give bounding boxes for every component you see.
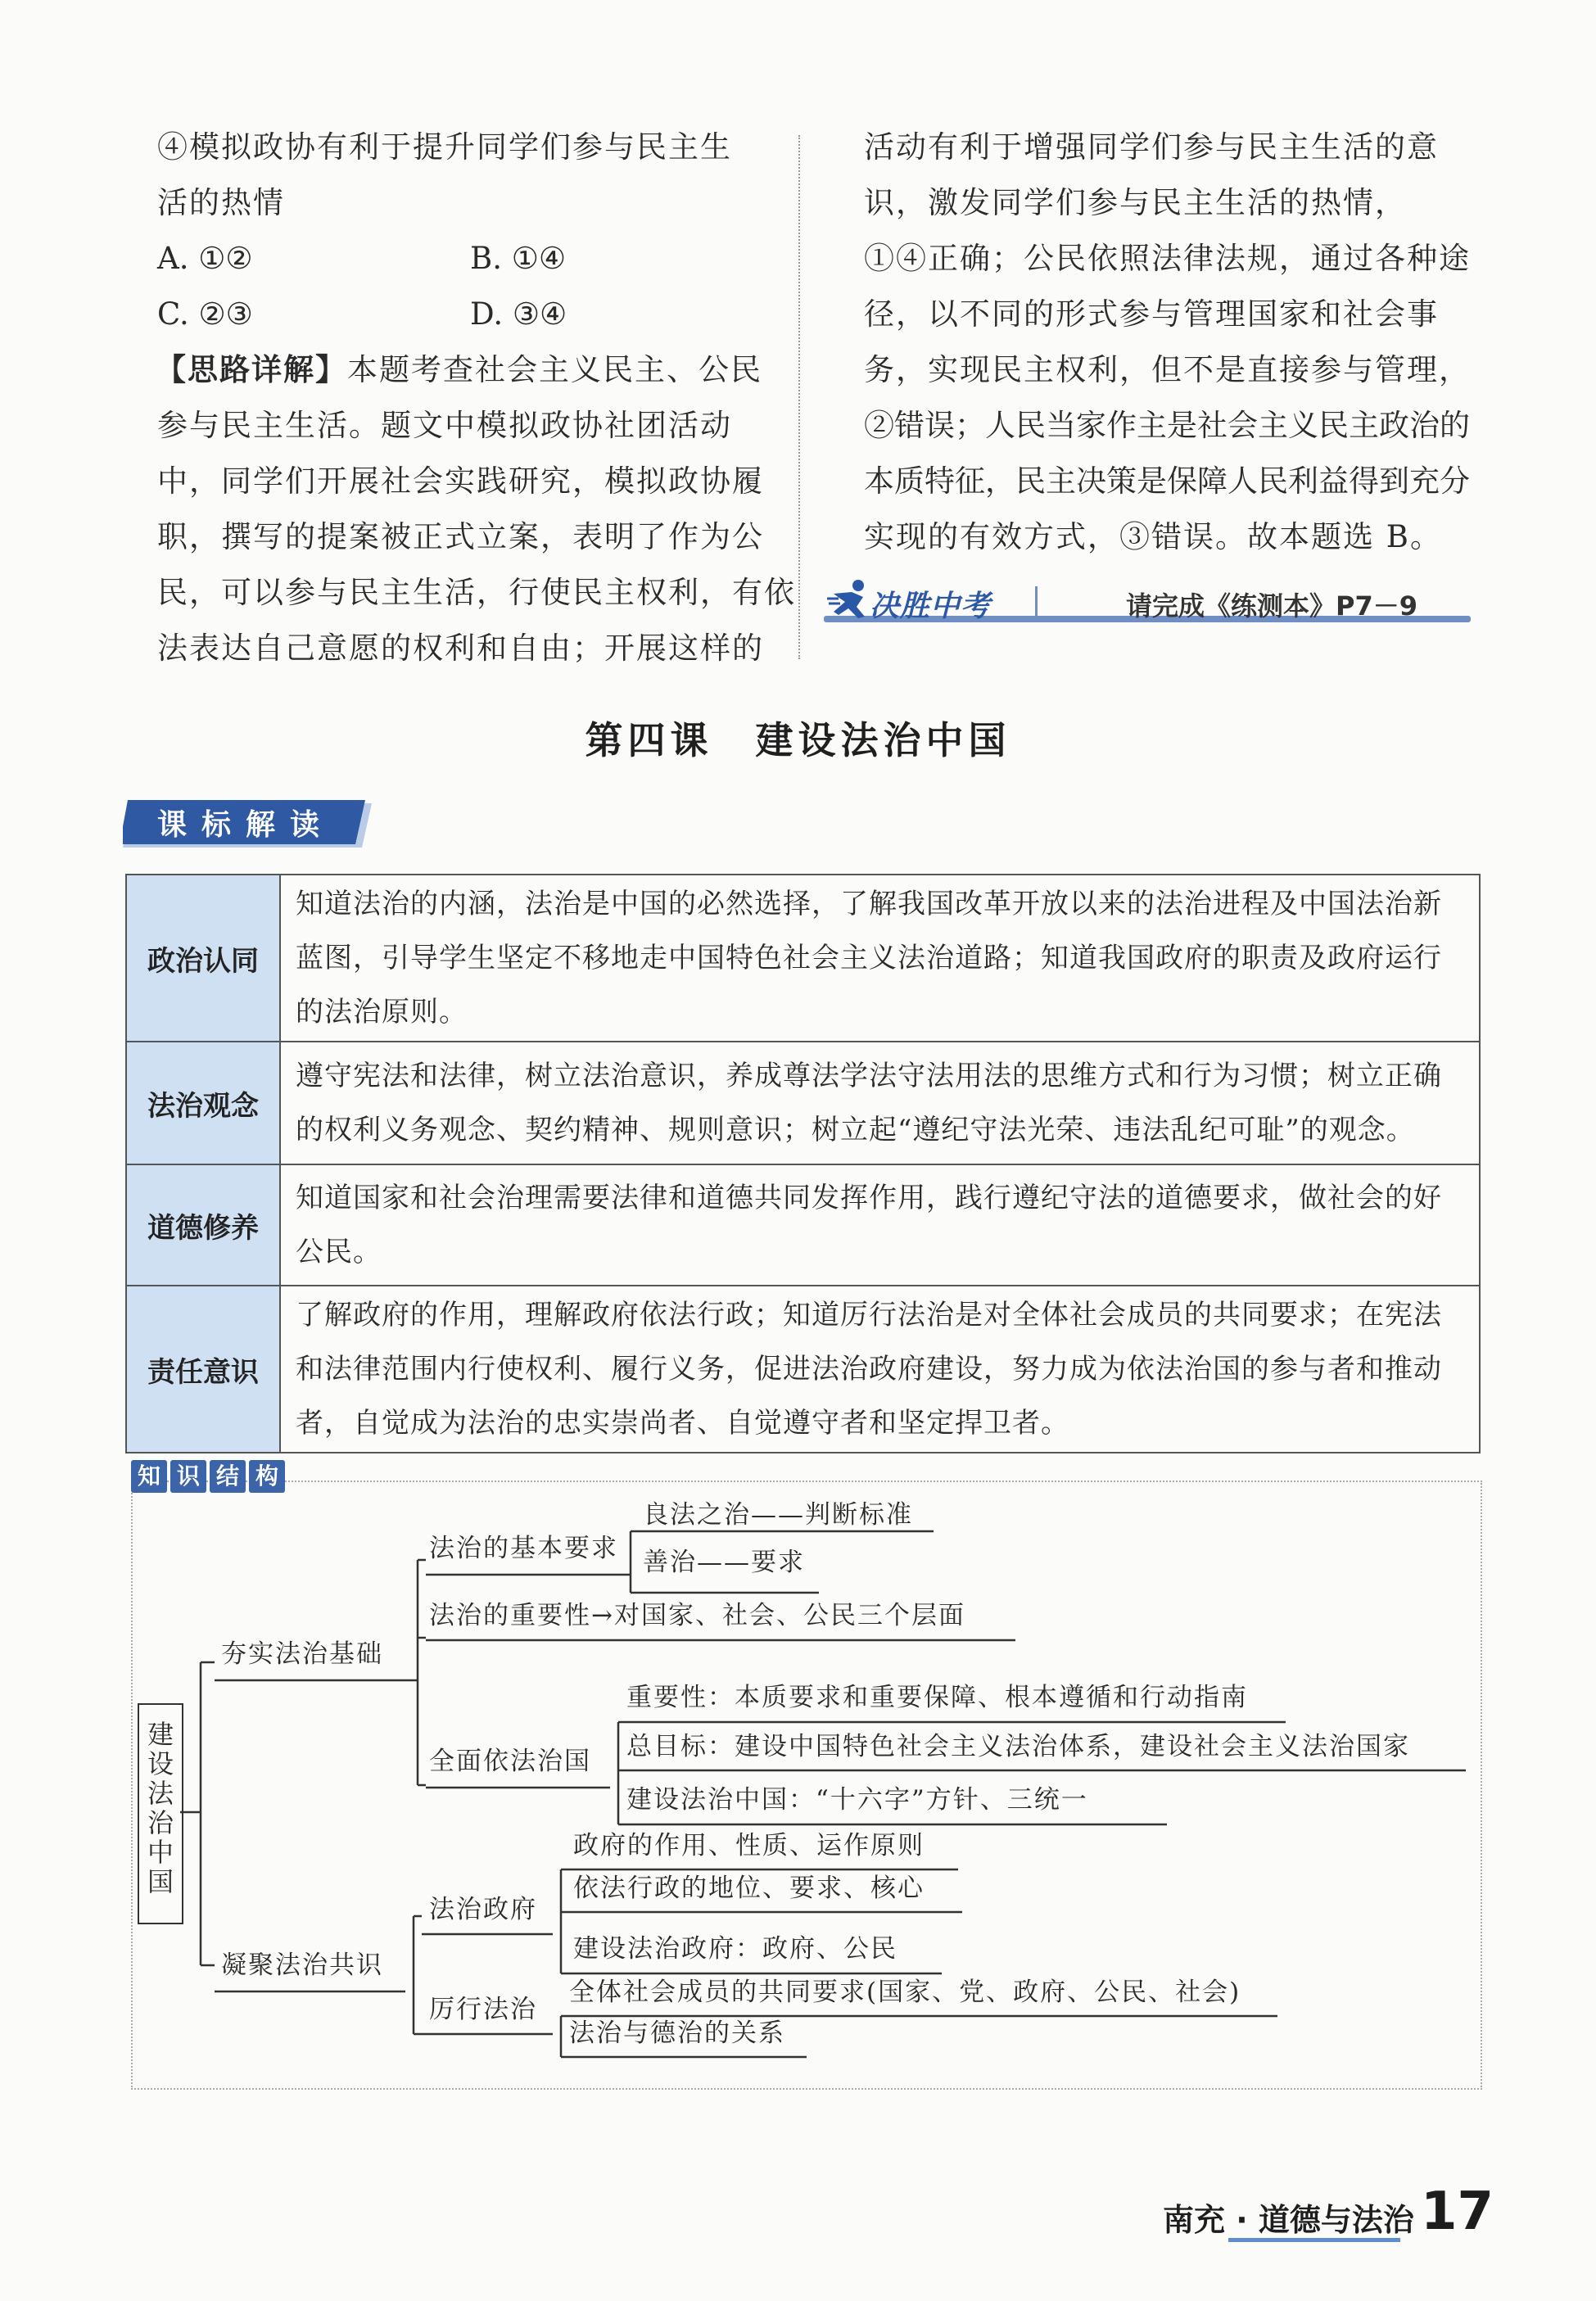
node-law-and-virtue: 法治与德治的关系 [569, 2018, 785, 2048]
footer-subject: 南充 · 道德与法治 [1163, 2202, 1414, 2238]
node-strict-rule: 厉行法治 [429, 1995, 537, 2024]
node-common-requirement: 全体社会成员的共同要求(国家、党、政府、公民、社会) [569, 1978, 1241, 2007]
node-importance: 法治的重要性→对国家、社会、公民三个层面 [429, 1601, 965, 1630]
analysis-label: 【思路详解】 [156, 352, 347, 387]
analysis-line: 径，以不同的形式参与管理国家和社会事 [864, 296, 1439, 332]
analysis-line: ①④正确；公民依照法律法规，通过各种途 [864, 241, 1471, 276]
analysis-line: ②错误；人民当家作主是社会主义民主政治的 [864, 408, 1470, 443]
description-cell: 知道国家和社会治理需要法律和道德共同发挥作用，践行遵纪守法的道德要求，做社会的好公民。 [280, 1164, 1480, 1286]
question-line: ④模拟政协有利于提升同学们参与民主生 [157, 129, 732, 165]
category-cell: 道德修养 [126, 1164, 280, 1286]
analysis-line: 职，撰写的提案被正式立案，表明了作为公 [157, 519, 764, 554]
analysis-text: 本题考查社会主义民主、公民 [347, 352, 762, 387]
analysis-line: 民，可以参与民主生活，行使民主权利，有依 [157, 575, 796, 610]
analysis-line: 中，同学们开展社会实践研究，模拟政协履 [157, 463, 764, 499]
node-administration: 依法行政的地位、要求、核心 [573, 1874, 925, 1903]
node-rule-of-law-government: 法治政府 [429, 1895, 537, 1924]
analysis-line: 参与民主生活。题文中模拟政协社团活动 [157, 408, 732, 443]
category-cell: 政治认同 [126, 875, 280, 1042]
category-cell: 责任意识 [126, 1286, 280, 1453]
analysis-line: 本质特征，民主决策是保障人民利益得到充分 [864, 463, 1470, 499]
banner-logo-text: 决胜中考 [870, 590, 992, 623]
tag-char: 构 [249, 1460, 285, 1493]
tag-char: 知 [131, 1460, 167, 1493]
footer-underline [1228, 2238, 1400, 2242]
tag-char: 识 [170, 1460, 206, 1493]
page-number: 17 [1421, 2181, 1494, 2242]
analysis-line: 识，激发同学们参与民主生活的热情， [864, 185, 1407, 220]
analysis-line: 务，实现民主权利，但不是直接参与管理， [864, 352, 1471, 387]
branch-foundation: 夯实法治基础 [221, 1639, 383, 1669]
node-good-law: 良法之治——判断标准 [643, 1500, 913, 1530]
description-cell: 了解政府的作用，理解政府依法行政；知道厉行法治是对全体社会成员的共同要求；在宪法和法律范围内行使权利、履行义务，促进法治政府建设，努力成为依法治国的参与者和推动者，自觉成为法治的忠实崇尚者、自觉遵守者和坚定捍卫者。 [280, 1286, 1480, 1453]
node-significance: 重要性：本质要求和重要保障、根本遵循和行动指南 [626, 1683, 1248, 1712]
banner-prompt: 请完成《练测本》P7－9 [1126, 590, 1417, 622]
analysis-line: 实现的有效方式，③错误。故本题选 B。 [864, 519, 1442, 554]
node-overall-goal: 总目标：建设中国特色社会主义法治体系，建设社会主义法治国家 [626, 1732, 1410, 1761]
option-a: A. ①② [157, 241, 253, 276]
question-line: 活的热情 [157, 185, 285, 220]
node-basic-requirements: 法治的基本要求 [429, 1534, 618, 1563]
root-label: 建设法治中国 [147, 1719, 174, 1897]
node-comprehensive-rule: 全面依法治国 [429, 1747, 591, 1776]
section-tag-label: 课标解读 [156, 808, 334, 842]
category-cell: 法治观念 [126, 1042, 280, 1164]
option-d: D. ③④ [470, 296, 567, 332]
node-build-rule-of-law: 建设法治中国：“十六字”方针、三统一 [626, 1785, 1088, 1815]
node-build-government: 建设法治政府：政府、公民 [573, 1934, 897, 1964]
branch-consensus: 凝聚法治共识 [221, 1951, 383, 1980]
tag-char: 结 [210, 1460, 246, 1493]
node-good-governance: 善治——要求 [643, 1548, 805, 1577]
lesson-title: 第四课 建设法治中国 [585, 718, 1011, 762]
description-cell: 知道法治的内涵，法治是中国的必然选择，了解我国改革开放以来的法治进程及中国法治新蓝图，引导学生坚定不移地走中国特色社会主义法治道路；知道我国政府的职责及政府运行的法治原则。 [280, 875, 1480, 1042]
analysis-line: 活动有利于增强同学们参与民主生活的意 [864, 129, 1439, 165]
mind-map-root [138, 1703, 183, 1924]
analysis-line: 法表达自己意愿的权利和自由；开展这样的 [157, 631, 764, 666]
description-cell: 遵守宪法和法律，树立法治意识，养成尊法学法守法用法的思维方式和行为习惯；树立正确的权利义务观念、契约精神、规则意识；树立起“遵纪守法光荣、违法乱纪可耻”的观念。 [280, 1042, 1480, 1164]
option-c: C. ②③ [157, 296, 253, 332]
node-government-role: 政府的作用、性质、运作原则 [573, 1831, 925, 1860]
option-b: B. ①④ [470, 241, 567, 276]
